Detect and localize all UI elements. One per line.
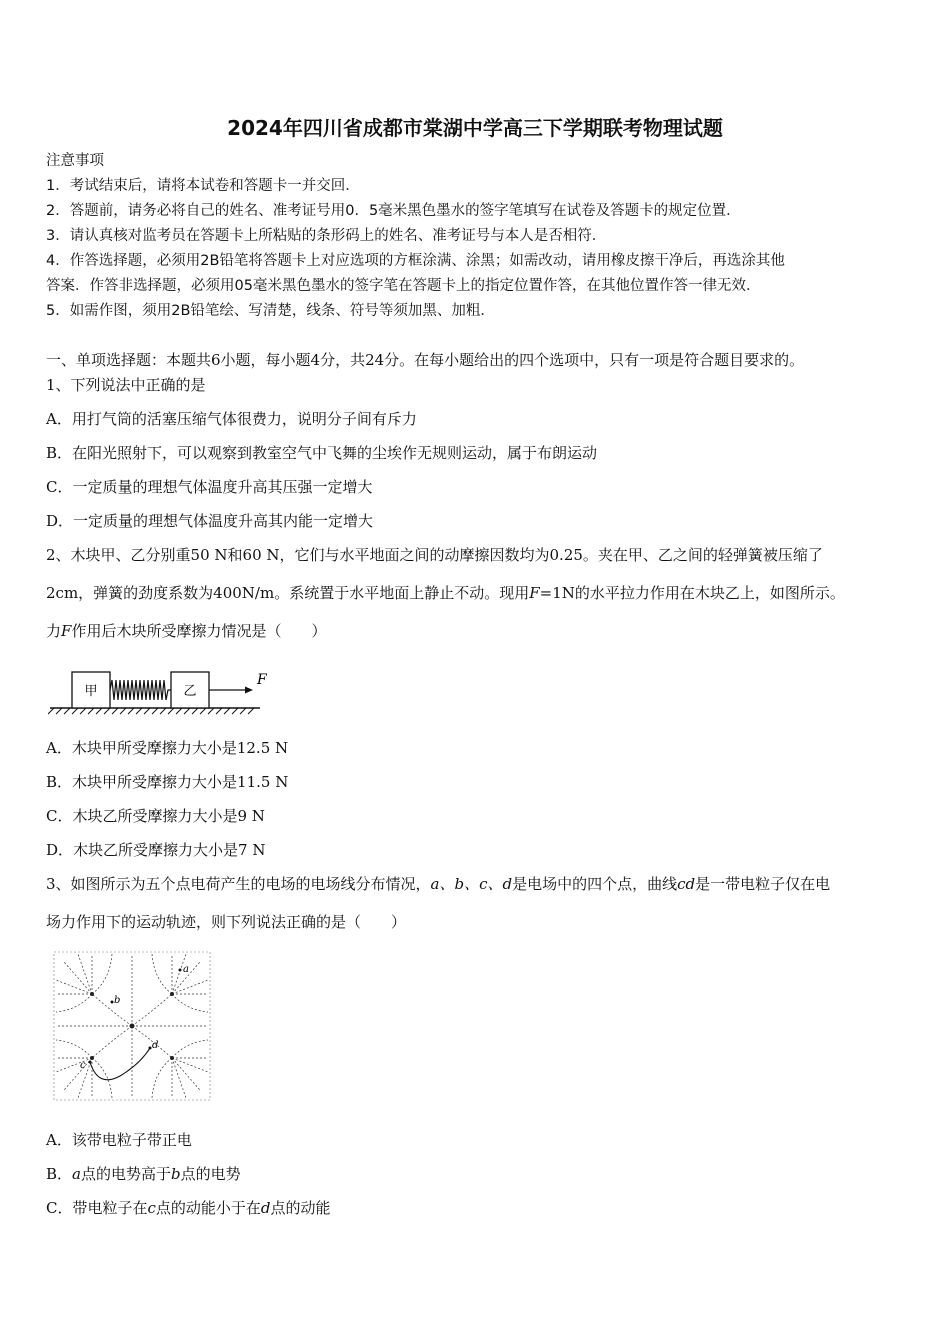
text-run: 作用后木块所受摩擦力情况是（ ） [71, 622, 327, 640]
point-d-label: d [152, 1040, 159, 1051]
question-stem-line [46, 874, 830, 894]
text-run: 点的电势 [180, 1165, 241, 1183]
trajectory-label: cd [677, 875, 696, 893]
question-stem: 2、木块甲、乙分别重50 N和60 N，它们与水平地面之间的动摩擦因数均为0.25。夹在甲、乙之间的轻弹簧被压缩了 [46, 546, 823, 564]
electric-field-figure [50, 950, 214, 1102]
force-label: F [257, 672, 267, 688]
point-symbol: c [147, 1199, 156, 1217]
point-labels: a、b、c、d [430, 875, 513, 893]
option-a: A．用打气筒的活塞压缩气体很费力，说明分子间有斥力 [46, 410, 417, 428]
option-d: D．一定质量的理想气体温度升高其内能一定增大 [46, 512, 374, 530]
text-run: 3、如图所示为五个点电荷产生的电场的电场线分布情况， [46, 875, 431, 893]
text-run: =1N的水平拉力作用在木块乙上，如图所示。 [539, 584, 845, 602]
text-run: 力 [46, 622, 62, 640]
notice-heading: 注意事项 [46, 153, 104, 169]
question-stem-line [46, 621, 326, 641]
option-c: C．木块乙所受摩擦力大小是9 N [46, 807, 265, 825]
text-run: 是电场中的四个点，曲线 [512, 875, 678, 893]
option-a: A．木块甲所受摩擦力大小是12.5 N [46, 739, 289, 757]
point-b-label: b [114, 995, 121, 1006]
force-symbol: F [61, 622, 72, 640]
notice-item: 4．作答选择题，必须用2B铅笔将答题卡上对应选项的方框涂满、涂黑；如需改动，请用橡皮擦干净后，再选涂其他 [46, 253, 785, 269]
text-run: 是一带电粒子仅在电 [695, 875, 831, 893]
text-run: B． [46, 1165, 73, 1183]
point-a-label: a [183, 964, 189, 975]
page-title: 2024年四川省成都市棠湖中学高三下学期联考物理试题 [227, 116, 723, 140]
point-symbol: a [72, 1165, 81, 1183]
option-b: B．在阳光照射下，可以观察到教室空气中飞舞的尘埃作无规则运动，属于布朗运动 [46, 444, 598, 462]
ground-hatching [48, 708, 254, 714]
notice-item: 2．答题前，请务必将自己的姓名、准考证号用0．5毫米黑色墨水的签字笔填写在试卷及答题卡的规定位置． [46, 203, 741, 219]
spring-blocks-figure [48, 662, 278, 720]
point-symbol: d [260, 1199, 271, 1217]
point-a-dot [179, 969, 182, 972]
option-b [46, 1164, 241, 1184]
section-heading: 一、单项选择题：本题共6小题，每小题4分，共24分。在每小题给出的四个选项中，只有一项是符合题目要求的。 [46, 351, 805, 369]
text-run: 2cm，弹簧的劲度系数为400N/m。系统置于水平地面上静止不动。现用 [46, 584, 530, 602]
block-yi-label: 乙 [183, 684, 197, 699]
option-d: D．木块乙所受摩擦力大小是7 N [46, 841, 266, 859]
question-stem-line [46, 583, 845, 603]
point-symbol: b [171, 1165, 181, 1183]
spring [110, 680, 171, 700]
option-a: A．该带电粒子带正电 [46, 1131, 192, 1149]
point-c-dot [89, 1061, 92, 1064]
text-run: C．带电粒子在 [46, 1199, 148, 1217]
notice-item: 答案．作答非选择题，必须用05毫米黑色墨水的签字笔在答题卡上的指定位置作答，在其他位置作答一律无效． [46, 278, 761, 294]
notice-item: 5．如需作图，须用2B铅笔绘、写清楚，线条、符号等须加黑、加粗． [46, 303, 495, 319]
question-stem-line: 场力作用下的运动轨迹，则下列说法正确的是（ ） [46, 913, 407, 931]
option-c: C．一定质量的理想气体温度升高其压强一定增大 [46, 478, 373, 496]
force-arrowhead [245, 687, 253, 694]
point-c-label: c [80, 1060, 86, 1071]
option-b: B．木块甲所受摩擦力大小是11.5 N [46, 773, 289, 791]
text-run: 点的电势高于 [80, 1165, 171, 1183]
notice-item: 1．考试结束后，请将本试卷和答题卡一并交回． [46, 178, 360, 194]
option-c [46, 1198, 331, 1218]
question-stem: 1、下列说法中正确的是 [46, 376, 206, 394]
block-jia-label: 甲 [84, 684, 98, 699]
text-run: 点的动能小于在 [155, 1199, 261, 1217]
particle-trajectory [90, 1048, 150, 1080]
force-symbol: F [529, 584, 540, 602]
notice-item: 3．请认真核对监考员在答题卡上所粘贴的条形码上的姓名、准考证号与本人是否相符． [46, 228, 607, 244]
text-run: 点的动能 [270, 1199, 331, 1217]
